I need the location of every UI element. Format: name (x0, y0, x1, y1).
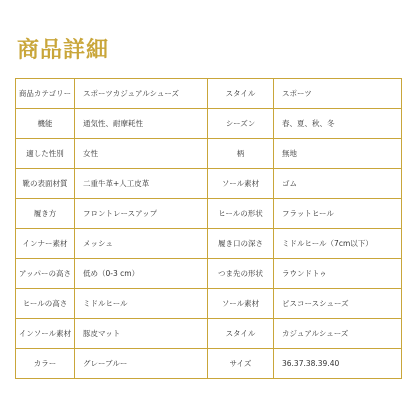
table-row (16, 289, 402, 319)
spec-value: グレーブルー (75, 349, 208, 379)
spec-label: ソール素材 (208, 289, 274, 319)
spec-value: 女性 (75, 139, 208, 169)
spec-label: インナー素材 (16, 229, 75, 259)
spec-value: ミドルヒール（7cm以下） (274, 229, 402, 259)
spec-label: スタイル (208, 79, 274, 109)
table-row (16, 319, 402, 349)
spec-value: 豚皮マット (75, 319, 208, 349)
spec-label: 履き方 (16, 199, 75, 229)
table-row (16, 259, 402, 289)
spec-value: スポーツ (274, 79, 402, 109)
spec-value: フラットヒール (274, 199, 402, 229)
spec-label: ヒールの形状 (208, 199, 274, 229)
spec-label: カラー (16, 349, 75, 379)
product-spec-table (15, 78, 402, 379)
table-row (16, 109, 402, 139)
spec-label: 靴の表面材質 (16, 169, 75, 199)
spec-value: 春、夏、秋、冬 (274, 109, 402, 139)
spec-value: ミドルヒール (75, 289, 208, 319)
table-row (16, 139, 402, 169)
spec-label: 適した性別 (16, 139, 75, 169)
table-row (16, 349, 402, 379)
spec-value: スポーツカジュアルシューズ (75, 79, 208, 109)
page-title: 商品詳細 (17, 38, 110, 63)
spec-value: ラウンドトゥ (274, 259, 402, 289)
spec-value: 二重牛革+人工皮革 (75, 169, 208, 199)
spec-label: サイズ (208, 349, 274, 379)
spec-value: ゴム (274, 169, 402, 199)
spec-value: 低め（0-3 cm） (75, 259, 208, 289)
spec-label: 機能 (16, 109, 75, 139)
table-row (16, 169, 402, 199)
spec-value: 無地 (274, 139, 402, 169)
spec-label: 履き口の深さ (208, 229, 274, 259)
spec-value: ピスコースシューズ (274, 289, 402, 319)
spec-label: 柄 (208, 139, 274, 169)
spec-label: 商品カテゴリー (16, 79, 75, 109)
spec-label: シーズン (208, 109, 274, 139)
spec-label: ヒールの高さ (16, 289, 75, 319)
table-row (16, 79, 402, 109)
spec-value: カジュアルシューズ (274, 319, 402, 349)
spec-value: 36.37.38.39.40 (274, 349, 402, 379)
spec-label: つま先の形状 (208, 259, 274, 289)
spec-value: 通気性、耐摩耗性 (75, 109, 208, 139)
spec-label: ソール素材 (208, 169, 274, 199)
table-row (16, 199, 402, 229)
spec-label: インソール素材 (16, 319, 75, 349)
spec-label: アッパーの高さ (16, 259, 75, 289)
spec-value: フロントレースアップ (75, 199, 208, 229)
spec-value: メッシュ (75, 229, 208, 259)
spec-label: スタイル (208, 319, 274, 349)
table-row (16, 229, 402, 259)
